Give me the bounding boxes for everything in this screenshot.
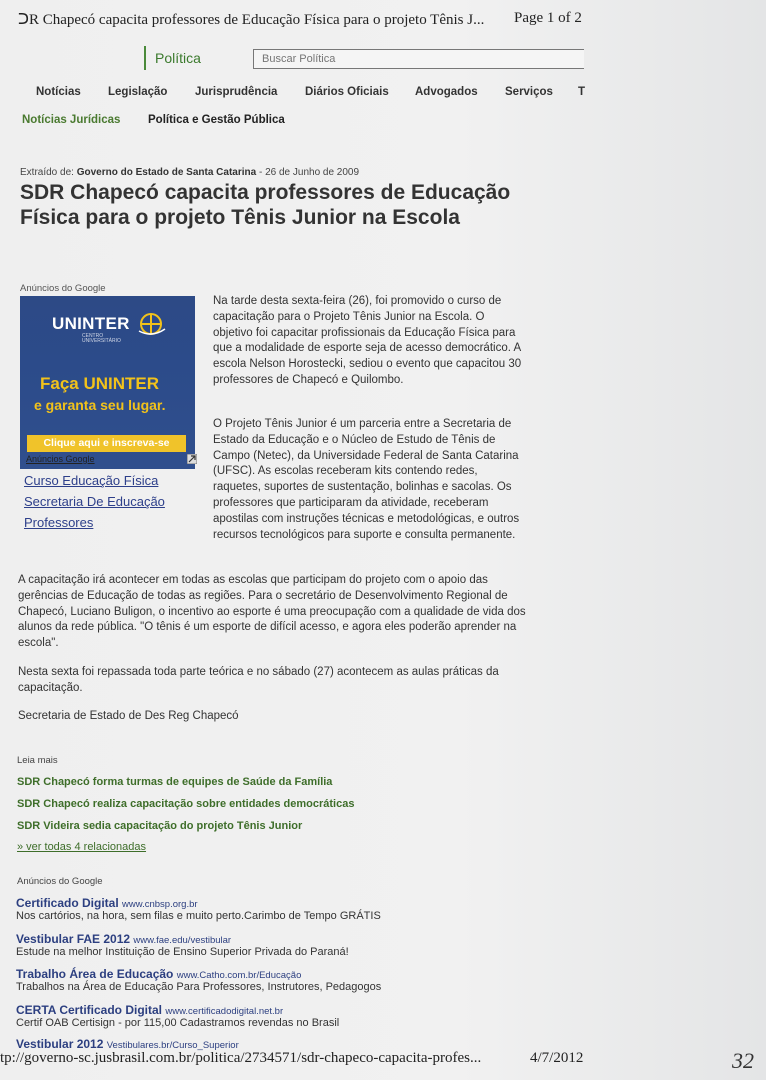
nav-item-jurisprudencia[interactable]: Jurisprudência — [195, 86, 278, 98]
side-ads-label: Anúncios do Google — [20, 283, 106, 294]
search-input[interactable] — [253, 49, 584, 69]
ad-slogan-line2: e garanta seu lugar. — [34, 397, 166, 413]
related-link-1[interactable]: SDR Chapecó forma turmas de equipes de Saúde da Família — [17, 776, 333, 788]
subnav-noticias-juridicas[interactable]: Notícias Jurídicas — [22, 114, 121, 126]
article-signature: Secretaria de Estado de Des Reg Chapecó — [18, 710, 239, 722]
print-footer-date: 4/7/2012 — [530, 1050, 584, 1066]
bottom-ad-5-title[interactable]: Vestibular 2012 — [16, 1037, 104, 1051]
ad-logo-subtitle — [82, 334, 121, 344]
print-header-title: ᑐR Chapecó capacita professores de Educação Física para o projeto Tênis J... — [18, 12, 485, 28]
article-paragraph-2: O Projeto Tênis Junior é um parceria entre a Secretaria de Estado da Educação e o Núcleo de Estudo de Tênis de Campo (Netec), da Universidade Federal de Santa Catarina (UFSC). As escolas receberam kits contendo redes, raquetes, suportes de sustentação, bolinhas e sacolas. Os professores que participaram da atividade, receberam apostilas com instruções técnicas e metodológicas, e outros recursos tecnológicos para suporte e consulta permanente. — [213, 418, 520, 541]
print-header-page: Page 1 of 2 — [514, 10, 582, 26]
source-prefix: Extraído de: — [20, 167, 74, 178]
handwritten-page-number: 32 — [732, 1048, 754, 1073]
nav-item-legislacao[interactable]: Legislação — [108, 86, 168, 98]
article-title: SDR Chapecó capacita professores de Educação Física para o projeto Tênis Junior na Escola — [20, 181, 511, 229]
nav-item-advogados[interactable]: Advogados — [415, 86, 478, 98]
brand-divider — [144, 46, 146, 70]
ad-logo-sub2: UNIVERSITÁRIO — [82, 338, 121, 344]
ad-logo-text: UNINTER — [52, 314, 130, 333]
article-paragraph-4: Nesta sexta foi repassada toda parte teórica e no sábado (27) acontecem as aulas práticas da capacitação. — [18, 666, 499, 694]
bottom-ad-5-url[interactable]: Vestibulares.br/Curso_Superior — [106, 1040, 239, 1051]
bottom-ad-3-desc: Trabalhos na Área de Educação Para Professores, Instrutores, Pedagogos — [16, 981, 382, 993]
side-ad-link-secretaria[interactable]: Secretaria De Educação — [24, 494, 165, 509]
side-ad-link-curso[interactable]: Curso Educação Física — [24, 473, 159, 488]
related-link-3[interactable]: SDR Videira sedia capacitação do projeto Tênis Junior — [17, 820, 303, 832]
bottom-ad-title[interactable] — [16, 932, 231, 946]
bottom-ad-4-url[interactable]: www.certificadodigital.net.br — [165, 1006, 284, 1017]
ad-logo-sub1: CENTRO — [82, 333, 104, 339]
article-paragraph-3: A capacitação irá acontecer em todas as escolas que participam do projeto com o apoio das gerências de Educação de todas as regiões. Para o secretário de Desenvolvimento Regional de Chapecó, Luciano Buligon, o incentivo ao esporte é uma preocupação com a qualidade de vida dos alunos da rede pública. "O tênis é um esporte de difícil acesso, e agora eles poderão aprender na escola". — [18, 574, 526, 650]
bottom-ads-label: Anúncios do Google — [17, 876, 103, 887]
bottom-ad-title[interactable] — [16, 1003, 283, 1017]
subnav-politica-gestao[interactable]: Política e Gestão Pública — [148, 114, 285, 126]
side-ad-link-professores[interactable]: Professores — [24, 515, 94, 530]
nav-item-noticias[interactable]: Notícias — [36, 86, 81, 98]
bottom-ad-1-desc: Nos cartórios, na hora, sem filas e muito perto.Carimbo de Tempo GRÁTIS — [16, 910, 381, 922]
bottom-ad-4-desc: Certif OAB Certisign - por 115,00 Cadastramos revendas no Brasil — [16, 1017, 340, 1029]
bottom-ad-2-desc: Estude na melhor Instituição de Ensino Superior Privada do Paraná! — [16, 946, 349, 958]
source-line — [20, 167, 359, 178]
bottom-ad-title[interactable] — [16, 896, 198, 910]
print-footer-url: tp://governo-sc.jusbrasil.com.br/politica/2734571/sdr-chapeco-capacita-profes... — [0, 1050, 482, 1066]
bottom-ad-1-title[interactable]: Certificado Digital — [16, 896, 119, 910]
related-label: Leia mais — [17, 755, 58, 766]
bottom-ad-title[interactable] — [16, 967, 301, 981]
nav-item-servicos[interactable]: Serviços — [505, 86, 553, 98]
source-name[interactable]: Governo do Estado de Santa Catarina — [76, 167, 257, 178]
ad-corner-arrow-icon[interactable] — [187, 454, 197, 464]
bottom-ad-2-url[interactable]: www.fae.edu/vestibular — [133, 935, 232, 946]
article-paragraph-1: Na tarde desta sexta-feira (26), foi promovido o curso de capacitação para o Projeto Tênis Junior na Escola. O objetivo foi capacitar profissionais da Educação Física para que a modalidade de esporte seja de acesso democrático. A escola Nelson Horostecki, sediou o evento que capacitou 30 professores de Chapecó e Quilombo. — [213, 295, 522, 386]
nav-item-truncated[interactable]: T — [578, 86, 586, 98]
nav-item-diarios-oficiais[interactable]: Diários Oficiais — [305, 86, 389, 98]
bottom-ad-4-title[interactable]: CERTA Certificado Digital — [16, 1003, 163, 1017]
related-see-all-link[interactable]: » ver todas 4 relacionadas — [17, 841, 147, 853]
ad-google-label[interactable]: Anúncios Google — [26, 454, 95, 464]
globe-icon — [137, 312, 167, 338]
bottom-ad-1-url[interactable]: www.cnbsp.org.br — [122, 899, 198, 910]
related-link-2[interactable]: SDR Chapecó realiza capacitação sobre entidades democráticas — [17, 798, 355, 810]
section-brand[interactable]: Política — [155, 50, 201, 66]
ad-slogan-line1: Faça UNINTER — [40, 374, 160, 393]
source-date: - 26 de Junho de 2009 — [258, 167, 360, 178]
ad-cta-button[interactable]: Clique aqui e inscreva-se — [27, 435, 186, 452]
bottom-ad-3-url[interactable]: www.Catho.com.br/Educação — [176, 970, 302, 981]
uninter-banner-ad[interactable] — [20, 296, 195, 469]
bottom-ad-title[interactable] — [16, 1037, 239, 1051]
bottom-ad-2-title[interactable]: Vestibular FAE 2012 — [16, 932, 131, 946]
bottom-ad-3-title[interactable]: Trabalho Área de Educação — [16, 967, 174, 981]
